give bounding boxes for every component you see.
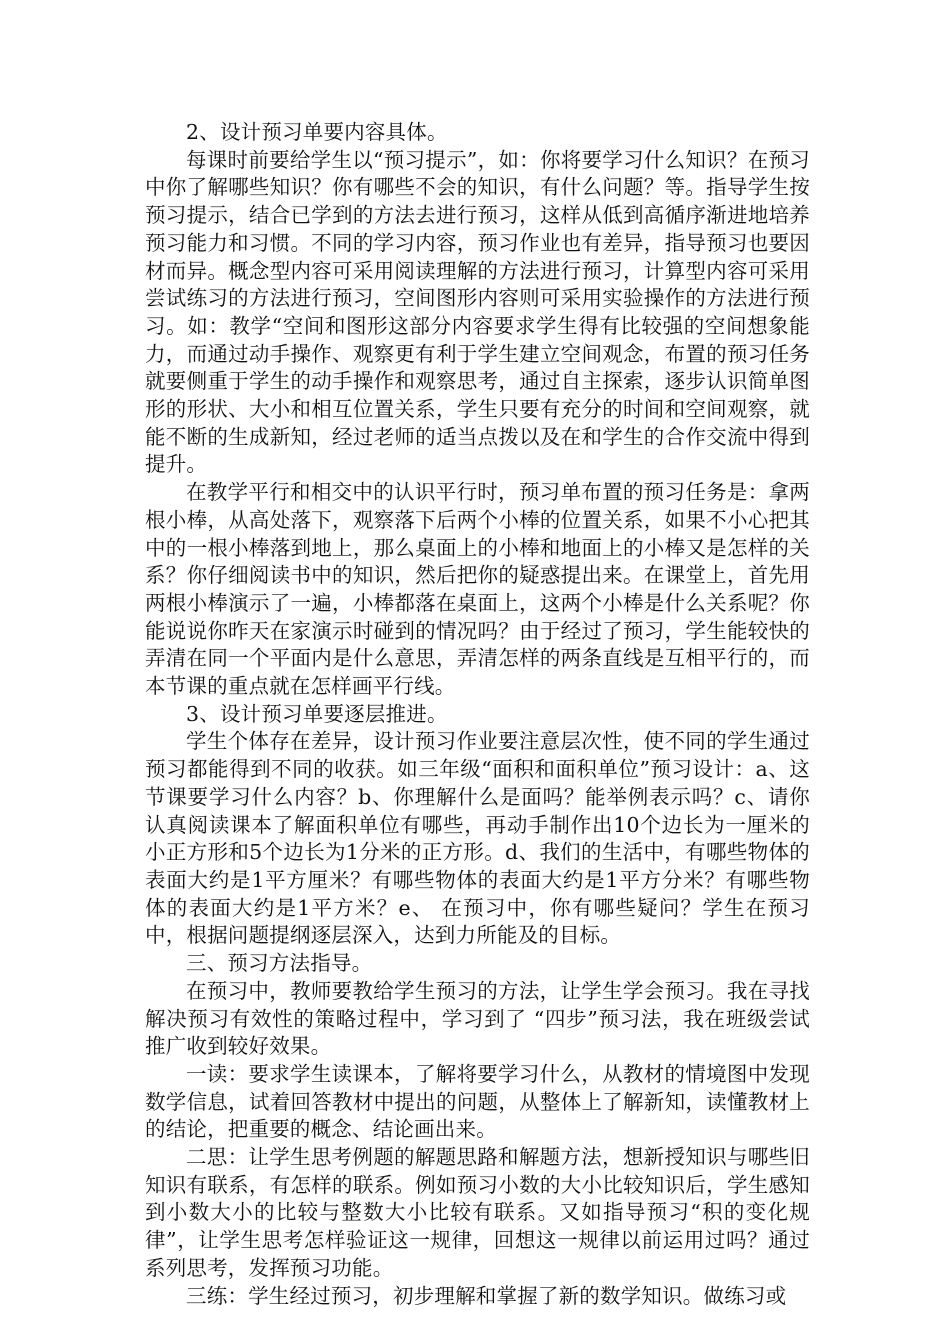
paragraph-preview-hints: 每课时前要给学生以“预习提示”，如：你将要学习什么知识？在预习中你了解哪些知识？你有哪些不会的知识，有什么问题？等。指导学生按预习提示，结合已学到的方法去进行预习，这样从低到高循序渐进地培养预习能力和习惯。不同的学习内容，预习作业也有差异，指导预习也要因材而异。概念型内容可采用阅读理解的方法进行预习，计算型内容可采用尝试练习的方法进行预习，空间图形内容则可采用实验操作的方法进行预习。如：教学“空间和图形这部分内容要求学生得有比较强的空间想象能力，而通过动手操作、观察更有利于学生建立空间观念，布置的预习任务就要侧重于学生的动手操作和观察思考，通过自主探索，逐步认识简单图形的形状、大小和相互位置关系，学生只要有充分的时间和空间观察，就能不断的生成新知，经过老师的适当点拨以及在和学生的合作交流中得到提升。 xyxy=(145,147,810,477)
paragraph-parallel-example: 在教学平行和相交中的认识平行时，预习单布置的预习任务是：拿两根小棒，从高处落下，观察落下后两个小棒的位置关系，如果不小心把其中的一根小棒落到地上，那么桌面上的小棒和地面上的小棒又是怎样的关系？你仔细阅读书中的知识，然后把你的疑惑提出来。在课堂上，首先用两根小棒演示了一遍，小棒都落在桌面上，这两个小棒是什么关系呢？你能说说你昨天在家演示时碰到的情况吗？由于经过了预习，学生能较快的弄清在同一个平面内是什么意思，弄清怎样的两条直线是互相平行的，而本节课的重点就在怎样画平行线。 xyxy=(145,480,810,699)
paragraph-step-practice: 三练：学生经过预习，初步理解和掌握了新的数学知识。做练习或 xyxy=(186,1283,787,1308)
document-body xyxy=(145,119,810,1310)
paragraph-step-think: 二思：让学生思考例题的解题思路和解题方法，想新授知识与哪些旧知识有联系，有怎样的联系。例如预习小数的大小比较知识后，学生感知到小数大小的比较与整数大小比较有联系。又如指导预习“积的变化规律”，让学生思考怎样验证这一规律，回想这一规律以前运用过吗？通过系列思考，发挥预习功能。 xyxy=(145,1145,810,1280)
section-heading-2: 2、设计预习单要内容具体。 xyxy=(186,120,448,144)
section-heading-3: 3、设计预习单要逐层推进。 xyxy=(186,701,448,726)
paragraph-layered-design: 学生个体存在差异，设计预习作业要注意层次性，使不同的学生通过预习都能得到不同的收获。如三年级“面积和面积单位”预习设计：a、这节课要学习什么内容？b、你理解什么是面吗？能举例表示吗？c、请你认真阅读课本了解面积单位有哪些，再动手制作出10个边长为一厘米的小正方形和5个边长为1分米的正方形。d、我们的生活中，有哪些物体的表面大约是1平方厘米？有哪些物体的表面大约是1平方分米？有哪些物体的表面大约是1平方米？e、 在预习中，你有哪些疑问？学生在预习中，根据问题提纲逐层深入，达到力所能及的目标。 xyxy=(145,729,810,948)
paragraph-four-steps-intro: 在预习中，教师要教给学生预习的方法，让学生学会预习。我在寻找解决预习有效性的策略过程中，学习到了 “四步”预习法，我在班级尝试推广收到较好效果。 xyxy=(145,978,810,1059)
section-heading-method: 三、预习方法指导。 xyxy=(186,951,373,976)
paragraph-step-read: 一读：要求学生读课本，了解将要学习什么，从教材的情境图中发现数学信息，试着回答教材中提出的问题，从整体上了解新知，读懂教材上的结论，把重要的概念、结论画出来。 xyxy=(145,1061,810,1142)
